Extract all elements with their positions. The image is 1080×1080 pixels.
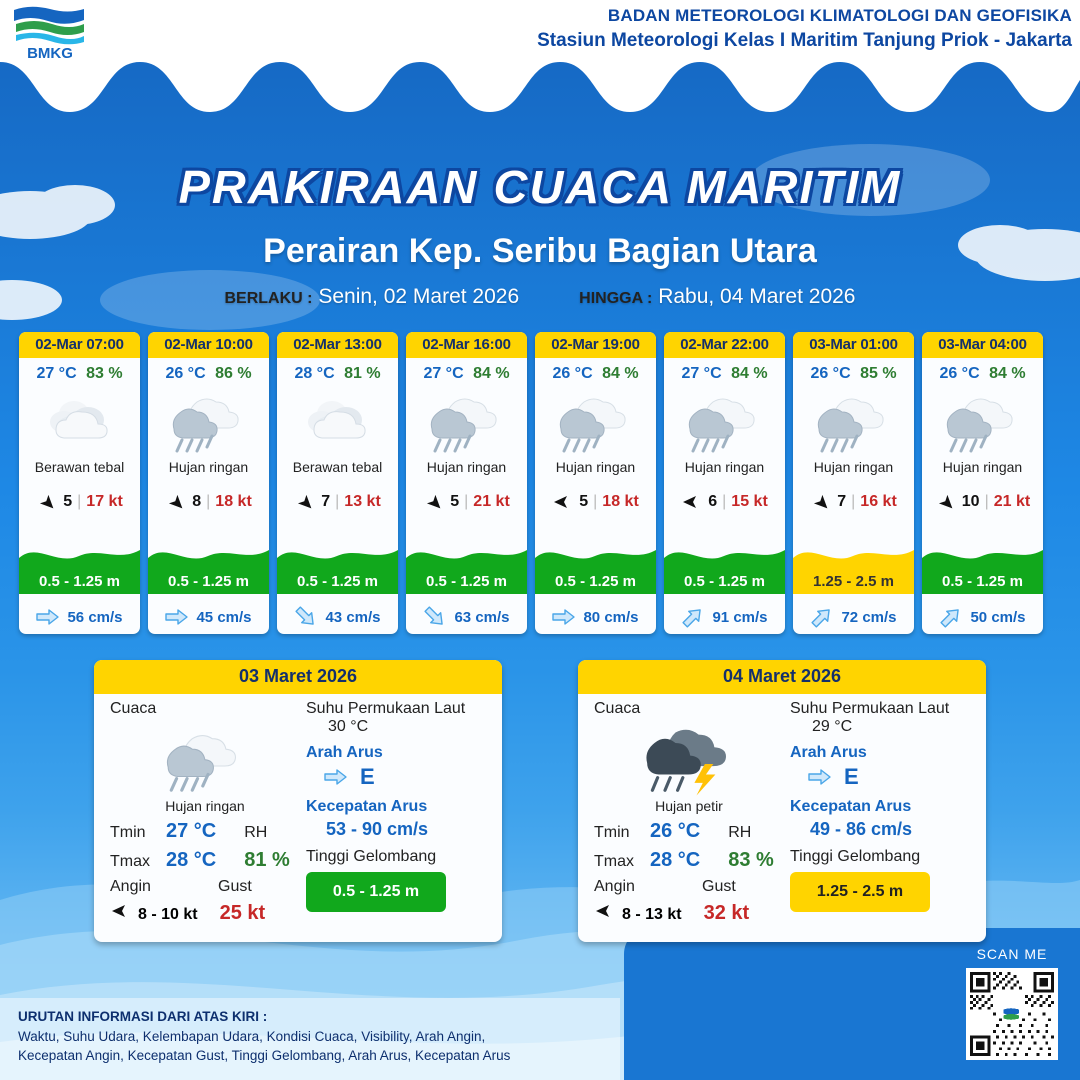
hourly-current-speed: 43 cm/s xyxy=(325,608,381,626)
hourly-current-row xyxy=(922,608,1043,626)
hourly-wind-gust: 21 kt xyxy=(993,493,1031,510)
hourly-wind-speed: 8 xyxy=(192,493,202,510)
daily-tmin-value: 26 °C xyxy=(650,820,701,842)
hourly-humidity: 84 % xyxy=(989,365,1026,382)
daily-tmax-row xyxy=(110,849,300,872)
hourly-current-speed: 63 cm/s xyxy=(454,608,510,626)
hourly-wave-height: 0.5 - 1.25 m xyxy=(684,573,765,590)
daily-wave-badge xyxy=(306,872,446,912)
station-name: Stasiun Meteorologi Kelas I Maritim Tanjung Priok - Jakarta xyxy=(537,30,1072,51)
hourly-temp-row xyxy=(19,358,140,383)
hourly-current-speed: 72 cm/s xyxy=(841,608,897,626)
hourly-current-row xyxy=(277,608,398,626)
hourly-temp-row xyxy=(664,358,785,383)
arrow-e-icon xyxy=(681,494,703,510)
arrow-ne-icon xyxy=(681,608,705,626)
daily-wind-label-row xyxy=(110,878,300,896)
hourly-temperature: 27 °C xyxy=(681,365,722,382)
daily-current-speed-label: Kecepatan Arus xyxy=(790,798,912,815)
hourly-temperature: 26 °C xyxy=(165,365,206,382)
hourly-humidity: 83 % xyxy=(86,365,123,382)
arrow-nw-icon xyxy=(423,494,445,510)
separator: | xyxy=(722,493,727,510)
hourly-temp-row xyxy=(406,358,527,383)
arrow-nw-icon xyxy=(36,494,58,510)
hourly-forecast-card xyxy=(664,332,785,634)
daily-wave-value: 0.5 - 1.25 m xyxy=(332,883,420,900)
hourly-wave-height: 0.5 - 1.25 m xyxy=(39,573,120,590)
separator: | xyxy=(77,493,82,510)
daily-tmax-row xyxy=(594,849,784,872)
hourly-humidity: 84 % xyxy=(602,365,639,382)
valid-from-value: Senin, 02 Maret 2026 xyxy=(318,285,520,308)
arrow-e-icon xyxy=(552,494,574,510)
daily-tmax-label: Tmax xyxy=(594,853,634,870)
daily-gust-value: 32 kt xyxy=(703,902,750,924)
daily-tmax-label: Tmax xyxy=(110,853,150,870)
hourly-wave-height: 0.5 - 1.25 m xyxy=(942,573,1023,590)
daily-wave-value: 1.25 - 2.5 m xyxy=(816,883,904,900)
hourly-current-speed: 56 cm/s xyxy=(67,608,123,626)
daily-forecast-panel xyxy=(578,660,986,942)
valid-from xyxy=(225,285,520,309)
hourly-wind-speed: 5 xyxy=(579,493,589,510)
daily-wind-label: Angin xyxy=(594,878,635,895)
valid-to xyxy=(579,285,855,309)
daily-wave-label: Tinggi Gelombang xyxy=(790,848,921,865)
rain-icon xyxy=(664,385,785,457)
hourly-temperature: 27 °C xyxy=(423,365,464,382)
separator: | xyxy=(464,493,469,510)
hourly-humidity: 84 % xyxy=(731,365,768,382)
hourly-wind-gust: 18 kt xyxy=(215,493,252,510)
daily-tmin-value: 27 °C xyxy=(166,820,217,842)
hourly-temp-row xyxy=(277,358,398,383)
daily-weather-label: Cuaca xyxy=(110,700,157,717)
daily-gust-label: Gust xyxy=(218,878,252,895)
daily-current-speed-value: 53 - 90 cm/s xyxy=(326,819,429,839)
daily-condition: Hujan ringan xyxy=(165,798,245,814)
hourly-wind-row xyxy=(277,493,398,511)
hourly-forecast-card xyxy=(535,332,656,634)
hourly-current-speed: 50 cm/s xyxy=(970,608,1026,626)
hourly-condition: Hujan ringan xyxy=(813,459,894,475)
cloudy-icon xyxy=(19,385,140,457)
valid-to-label: HINGGA : xyxy=(579,290,653,307)
hourly-current-row xyxy=(148,608,269,626)
footer-legend xyxy=(18,1007,510,1066)
hourly-condition: Berawan tebal xyxy=(34,459,125,475)
rain-icon xyxy=(148,385,269,457)
daily-sst-value: 30 °C xyxy=(328,718,369,735)
scan-me-label: SCAN ME xyxy=(976,946,1048,962)
daily-gust-label: Gust xyxy=(702,878,736,895)
hourly-wind-row xyxy=(793,493,914,511)
arrow-se-icon xyxy=(294,608,318,626)
daily-date: 03 Maret 2026 xyxy=(94,660,502,694)
daily-rh-label: RH xyxy=(244,824,268,841)
hourly-forecast-list xyxy=(19,332,1061,634)
arrow-nw-icon xyxy=(810,494,832,510)
hourly-temperature: 26 °C xyxy=(939,365,980,382)
hourly-wave-height: 1.25 - 2.5 m xyxy=(813,573,894,590)
daily-tmin-label: Tmin xyxy=(110,824,146,841)
hourly-time: 03-Mar 04:00 xyxy=(922,332,1043,358)
hourly-condition: Hujan ringan xyxy=(555,459,636,475)
thunderstorm-icon xyxy=(594,720,784,798)
hourly-wind-speed: 5 xyxy=(63,493,73,510)
qr-code[interactable] xyxy=(966,968,1058,1060)
daily-wind-label: Angin xyxy=(110,878,151,895)
separator: | xyxy=(206,493,211,510)
hourly-current-row xyxy=(793,608,914,626)
rain-icon xyxy=(793,385,914,457)
daily-wave-label: Tinggi Gelombang xyxy=(306,848,437,865)
valid-from-label: BERLAKU : xyxy=(224,290,313,307)
hourly-temperature: 26 °C xyxy=(810,365,851,382)
footer-legend-title: URUTAN INFORMASI DARI ATAS KIRI : xyxy=(18,1009,268,1025)
hourly-wind-row xyxy=(922,493,1043,511)
hourly-condition: Hujan ringan xyxy=(942,459,1023,475)
arrow-e-icon xyxy=(165,608,189,626)
arrow-e-icon xyxy=(324,768,348,786)
daily-forecast-list xyxy=(0,660,1080,942)
qr-section xyxy=(966,946,1058,1060)
daily-forecast-panel xyxy=(94,660,502,942)
hourly-temperature: 28 °C xyxy=(294,365,335,382)
arrow-nw-icon xyxy=(935,494,957,510)
footer-legend-line2: Kecepatan Angin, Kecepatan Gust, Tinggi Gelombang, Arah Arus, Kecepatan Arus xyxy=(18,1048,511,1064)
daily-current-speed-value: 49 - 86 cm/s xyxy=(810,819,913,839)
daily-rh-label: RH xyxy=(728,824,752,841)
hourly-wind-gust: 18 kt xyxy=(602,493,639,510)
hourly-temperature: 26 °C xyxy=(552,365,593,382)
daily-rh-value: 83 % xyxy=(728,849,774,871)
hourly-current-speed: 45 cm/s xyxy=(196,608,252,626)
hourly-wave-height: 0.5 - 1.25 m xyxy=(297,573,378,590)
arrow-ne-icon xyxy=(939,608,963,626)
arrow-e-icon xyxy=(594,903,616,919)
hourly-forecast-card xyxy=(922,332,1043,634)
footer-legend-line1: Waktu, Suhu Udara, Kelembapan Udara, Kondisi Cuaca, Visibility, Arah Angin, xyxy=(18,1028,486,1044)
valid-to-value: Rabu, 04 Maret 2026 xyxy=(658,285,856,308)
hourly-wind-speed: 10 xyxy=(961,493,980,510)
hourly-current-row xyxy=(664,608,785,626)
hourly-wind-speed: 7 xyxy=(321,493,331,510)
hourly-wave-height: 0.5 - 1.25 m xyxy=(555,573,636,590)
cloudy-icon xyxy=(277,385,398,457)
arrow-nw-icon xyxy=(165,494,187,510)
daily-tmin-label: Tmin xyxy=(594,824,630,841)
hourly-current-speed: 80 cm/s xyxy=(583,608,639,626)
page-subtitle: Perairan Kep. Seribu Bagian Utara xyxy=(263,232,817,270)
hourly-time: 02-Mar 19:00 xyxy=(535,332,656,358)
hourly-time: 02-Mar 13:00 xyxy=(277,332,398,358)
daily-condition: Hujan petir xyxy=(655,798,723,814)
hourly-forecast-card xyxy=(277,332,398,634)
hourly-wind-row xyxy=(535,493,656,511)
hourly-current-row xyxy=(19,608,140,626)
daily-wind-value-row xyxy=(110,902,300,925)
hourly-temp-row xyxy=(535,358,656,383)
hourly-condition: Hujan ringan xyxy=(426,459,507,475)
hourly-wind-speed: 5 xyxy=(450,493,460,510)
hourly-wind-gust: 15 kt xyxy=(731,493,768,510)
daily-wind-label-row xyxy=(594,878,784,896)
hourly-wind-gust: 16 kt xyxy=(860,493,897,510)
separator: | xyxy=(335,493,340,510)
daily-tmax-value: 28 °C xyxy=(650,849,701,871)
hourly-temp-row xyxy=(793,358,914,383)
hourly-condition: Berawan tebal xyxy=(292,459,383,475)
daily-current-dir-row xyxy=(324,764,501,790)
hourly-temp-row xyxy=(148,358,269,383)
hourly-time: 02-Mar 07:00 xyxy=(19,332,140,358)
daily-gust-value: 25 kt xyxy=(219,902,266,924)
separator: | xyxy=(851,493,856,510)
hourly-time: 03-Mar 01:00 xyxy=(793,332,914,358)
agency-name: BADAN METEOROLOGI KLIMATOLOGI DAN GEOFISIKA xyxy=(607,6,1072,25)
header-text xyxy=(537,6,1072,52)
rain-icon xyxy=(406,385,527,457)
hourly-condition: Hujan ringan xyxy=(168,459,249,475)
hourly-condition: Hujan ringan xyxy=(684,459,765,475)
daily-wave-badge xyxy=(790,872,930,912)
hourly-temperature: 27 °C xyxy=(36,365,77,382)
hourly-temp-row xyxy=(922,358,1043,383)
daily-wind-value: 8 - 13 kt xyxy=(622,906,682,923)
daily-sst-value: 29 °C xyxy=(812,718,853,735)
hourly-wind-row xyxy=(406,493,527,511)
rain-icon xyxy=(535,385,656,457)
hourly-forecast-card xyxy=(19,332,140,634)
daily-sst-label: Suhu Permukaan Laut xyxy=(790,700,950,717)
daily-tmin-row xyxy=(110,820,300,843)
hourly-wind-speed: 6 xyxy=(708,493,718,510)
hourly-time: 02-Mar 10:00 xyxy=(148,332,269,358)
hourly-humidity: 85 % xyxy=(860,365,897,382)
arrow-ne-icon xyxy=(810,608,834,626)
daily-tmax-value: 28 °C xyxy=(166,849,217,871)
hourly-forecast-card xyxy=(406,332,527,634)
daily-weather-label: Cuaca xyxy=(594,700,641,717)
daily-sst-label: Suhu Permukaan Laut xyxy=(306,700,466,717)
page-header xyxy=(0,0,1080,62)
hourly-wind-gust: 17 kt xyxy=(86,493,123,510)
rain-icon xyxy=(110,720,300,798)
daily-current-dir-value: E xyxy=(844,764,859,789)
daily-rh-value: 81 % xyxy=(244,849,290,871)
hourly-forecast-card xyxy=(148,332,269,634)
daily-date: 04 Maret 2026 xyxy=(578,660,986,694)
hourly-current-row xyxy=(535,608,656,626)
hourly-humidity: 84 % xyxy=(473,365,510,382)
hourly-time: 02-Mar 16:00 xyxy=(406,332,527,358)
arrow-e-icon xyxy=(36,608,60,626)
arrow-e-icon xyxy=(110,903,132,919)
hourly-wind-row xyxy=(19,493,140,511)
separator: | xyxy=(593,493,598,510)
hourly-forecast-card xyxy=(793,332,914,634)
daily-current-dir-label: Arah Arus xyxy=(790,744,867,761)
daily-wind-value: 8 - 10 kt xyxy=(138,906,198,923)
daily-current-dir-label: Arah Arus xyxy=(306,744,383,761)
daily-current-speed-label: Kecepatan Arus xyxy=(306,798,428,815)
hourly-wave-height: 0.5 - 1.25 m xyxy=(168,573,249,590)
rain-icon xyxy=(922,385,1043,457)
daily-current-dir-value: E xyxy=(360,764,375,789)
hourly-time: 02-Mar 22:00 xyxy=(664,332,785,358)
daily-tmin-row xyxy=(594,820,784,843)
hourly-wind-gust: 21 kt xyxy=(473,493,510,510)
hourly-wave-height: 0.5 - 1.25 m xyxy=(426,573,507,590)
hourly-current-speed: 91 cm/s xyxy=(712,608,768,626)
arrow-nw-icon xyxy=(294,494,316,510)
arrow-e-icon xyxy=(552,608,576,626)
hourly-current-row xyxy=(406,608,527,626)
arrow-se-icon xyxy=(423,608,447,626)
hourly-wind-row xyxy=(148,493,269,511)
hourly-humidity: 81 % xyxy=(344,365,381,382)
hourly-humidity: 86 % xyxy=(215,365,252,382)
svg-text:BMKG: BMKG xyxy=(27,45,73,62)
hourly-wind-speed: 7 xyxy=(837,493,847,510)
daily-current-dir-row xyxy=(808,764,985,790)
daily-wind-value-row xyxy=(594,902,784,925)
page-title: PRAKIRAAN CUACA MARITIM xyxy=(178,161,902,213)
bmkg-logo xyxy=(10,4,90,62)
hourly-wind-row xyxy=(664,493,785,511)
hourly-wind-gust: 13 kt xyxy=(344,493,381,510)
validity-row xyxy=(0,285,1080,309)
arrow-e-icon xyxy=(808,768,832,786)
separator: | xyxy=(984,493,989,510)
